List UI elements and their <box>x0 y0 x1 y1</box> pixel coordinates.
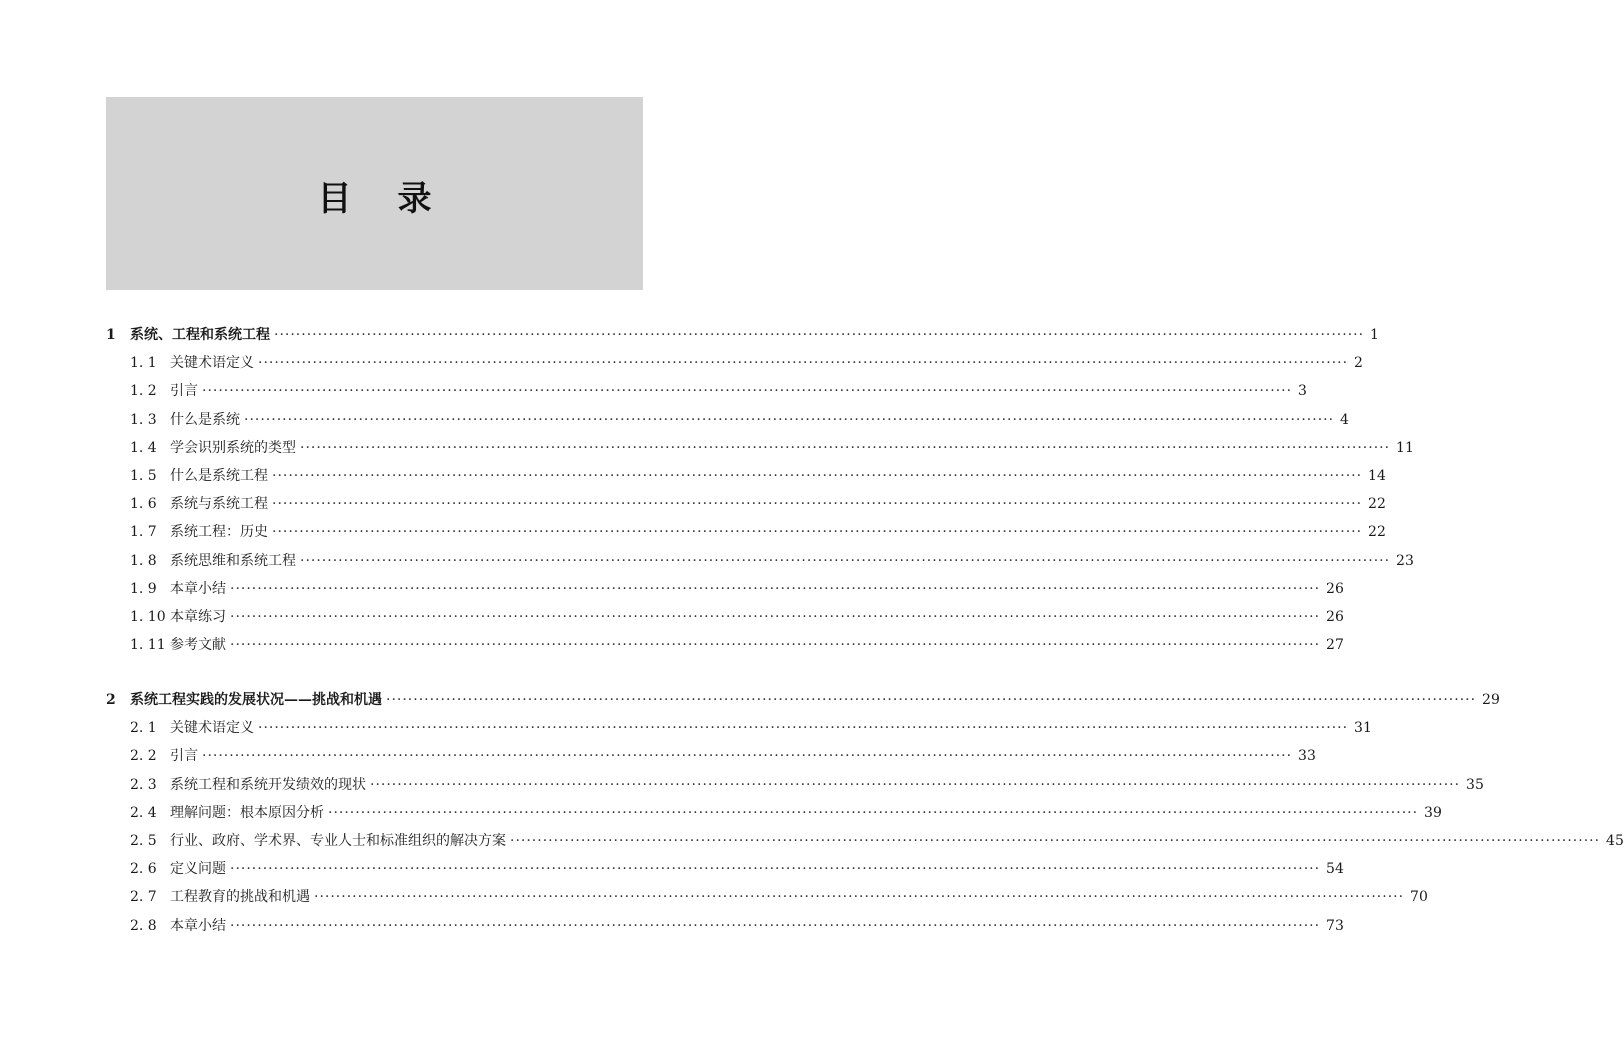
toc-entry-page-number: 33 <box>1298 748 1316 765</box>
toc-entry-page-number: 29 <box>1482 692 1500 708</box>
dot-leader: ········································································································································································································ <box>244 411 1335 428</box>
toc-entry-title: 系统思维和系统工程 <box>170 552 296 569</box>
toc-entry-title: 系统工程实践的发展状况——挑战和机遇 <box>130 692 382 708</box>
toc-section-entry[interactable] <box>106 635 1344 655</box>
toc-section-entry[interactable] <box>106 718 1372 738</box>
dot-leader: ········································································································································································································ <box>230 861 1321 878</box>
toc-entry-number: 1. 11 <box>130 637 166 654</box>
toc-entry-number: 1. 5 <box>130 468 157 484</box>
toc-entry-title: 系统、工程和系统工程 <box>130 327 270 343</box>
toc-entry-page-number: 26 <box>1326 609 1344 625</box>
toc-entry-number: 1. 1 <box>130 355 157 372</box>
dot-leader: ········································································································································································································ <box>328 804 1419 821</box>
toc-entry-number: 1. 3 <box>130 411 157 428</box>
dot-leader: ········································································································································································································ <box>230 609 1321 625</box>
toc-entry-page-number: 26 <box>1326 580 1344 597</box>
toc-entry-page-number: 35 <box>1466 776 1484 793</box>
toc-entry-page-number: 4 <box>1340 411 1349 428</box>
toc-entry-number: 2. 2 <box>130 748 157 765</box>
toc-section-entry[interactable] <box>106 522 1386 542</box>
toc-entry-title: 什么是系统工程 <box>170 468 268 484</box>
toc-section-entry[interactable] <box>106 410 1349 430</box>
toc-entry-page-number: 27 <box>1326 637 1344 654</box>
toc-entry-title: 定义问题 <box>170 861 226 878</box>
toc-entry-page-number: 23 <box>1396 552 1414 569</box>
toc-entry-title: 本章练习 <box>170 609 226 625</box>
toc-entry-number: 1. 4 <box>130 439 157 456</box>
toc-section-entry[interactable] <box>106 831 1624 851</box>
toc-entry-page-number: 2 <box>1354 355 1363 372</box>
toc-entry-title: 系统工程和系统开发绩效的现状 <box>170 776 366 793</box>
toc-section-entry[interactable] <box>106 381 1307 401</box>
toc-chapter-entry[interactable] <box>106 325 1379 345</box>
toc-entry-number: 2. 3 <box>130 776 157 793</box>
toc-section-entry[interactable] <box>106 466 1386 486</box>
toc-section-entry[interactable] <box>106 803 1442 823</box>
dot-leader: ········································································································································································································ <box>272 468 1363 484</box>
toc-entry-title: 行业、政府、学术界、专业人士和标准组织的解决方案 <box>170 833 506 849</box>
toc-chapter-entry[interactable] <box>106 690 1500 710</box>
dot-leader: ········································································································································································································ <box>230 580 1321 597</box>
dot-leader: ········································································································································································································ <box>272 496 1363 513</box>
title-banner <box>106 97 643 290</box>
dot-leader: ········································································································································································································ <box>202 748 1293 765</box>
toc-entry-title: 学会识别系统的类型 <box>170 439 296 456</box>
dot-leader: ········································································································································································································ <box>230 917 1321 934</box>
toc-entry-title: 理解问题：根本原因分析 <box>170 804 324 821</box>
toc-entry-number: 2. 7 <box>130 889 157 906</box>
dot-leader: ········································································································································································································ <box>258 355 1349 372</box>
toc-entry-title: 参考文献 <box>170 637 226 654</box>
toc-entry-number: 2. 5 <box>130 833 157 849</box>
dot-leader: ········································································································································································································ <box>274 327 1365 343</box>
toc-section-entry[interactable] <box>106 551 1414 571</box>
toc-entry-page-number: 31 <box>1354 720 1372 737</box>
toc-entry-number: 1. 7 <box>130 524 157 541</box>
dot-leader: ········································································································································································································ <box>386 692 1477 708</box>
toc-section-entry[interactable] <box>106 887 1428 907</box>
toc-entry-page-number: 73 <box>1326 917 1344 934</box>
toc-entry-title: 引言 <box>170 748 198 765</box>
dot-leader: ········································································································································································································ <box>258 720 1349 737</box>
dot-leader: ········································································································································································································ <box>202 383 1293 400</box>
dot-leader: ········································································································································································································ <box>272 524 1363 541</box>
toc-section-entry[interactable] <box>106 916 1344 936</box>
toc-entry-page-number: 3 <box>1298 383 1307 400</box>
toc-entry-page-number: 1 <box>1370 327 1379 343</box>
toc-entry-page-number: 22 <box>1368 524 1386 541</box>
toc-entry-title: 关键术语定义 <box>170 355 254 372</box>
dot-leader: ········································································································································································································ <box>300 552 1391 569</box>
page-title: 目录 <box>317 179 478 219</box>
toc-entry-number: 1 <box>106 327 116 343</box>
toc-entry-number: 1. 2 <box>130 383 157 400</box>
toc-entry-page-number: 11 <box>1396 439 1414 456</box>
dot-leader: ········································································································································································································ <box>314 889 1405 906</box>
toc-entry-title: 工程教育的挑战和机遇 <box>170 889 310 906</box>
toc-entry-number: 1. 9 <box>130 580 157 597</box>
dot-leader: ········································································································································································································ <box>300 439 1391 456</box>
toc-entry-number: 2. 1 <box>130 720 157 737</box>
toc-entry-page-number: 54 <box>1326 861 1344 878</box>
toc-entry-number: 1. 6 <box>130 496 157 513</box>
toc-entry-title: 本章小结 <box>170 580 226 597</box>
toc-section-entry[interactable] <box>106 859 1344 879</box>
toc-entry-title: 系统与系统工程 <box>170 496 268 513</box>
toc-section-entry[interactable] <box>106 494 1386 514</box>
dot-leader: ········································································································································································································ <box>370 776 1461 793</box>
toc-entry-number: 2 <box>106 692 116 708</box>
toc-entry-title: 系统工程：历史 <box>170 524 268 541</box>
toc-entry-number: 2. 6 <box>130 861 157 878</box>
toc-entry-number: 2. 4 <box>130 804 157 821</box>
toc-entry-title: 什么是系统 <box>170 411 240 428</box>
dot-leader: ········································································································································································································ <box>510 833 1601 849</box>
toc-section-entry[interactable] <box>106 746 1316 766</box>
toc-entry-number: 2. 8 <box>130 917 157 934</box>
toc-entry-page-number: 14 <box>1368 468 1386 484</box>
toc-entry-title: 引言 <box>170 383 198 400</box>
toc-section-entry[interactable] <box>106 775 1484 795</box>
toc-entry-number: 1. 8 <box>130 552 157 569</box>
toc-section-entry[interactable] <box>106 607 1344 627</box>
toc-entry-page-number: 45 <box>1606 833 1624 849</box>
toc-section-entry[interactable] <box>106 353 1363 373</box>
toc-entry-title: 关键术语定义 <box>170 720 254 737</box>
toc-section-entry[interactable] <box>106 579 1344 599</box>
toc-entry-title: 本章小结 <box>170 917 226 934</box>
dot-leader: ········································································································································································································ <box>230 637 1321 654</box>
toc-section-entry[interactable] <box>106 438 1414 458</box>
toc-entry-number: 1. 10 <box>130 609 166 625</box>
toc-entry-page-number: 39 <box>1424 804 1442 821</box>
toc-entry-page-number: 70 <box>1410 889 1428 906</box>
toc-entry-page-number: 22 <box>1368 496 1386 513</box>
